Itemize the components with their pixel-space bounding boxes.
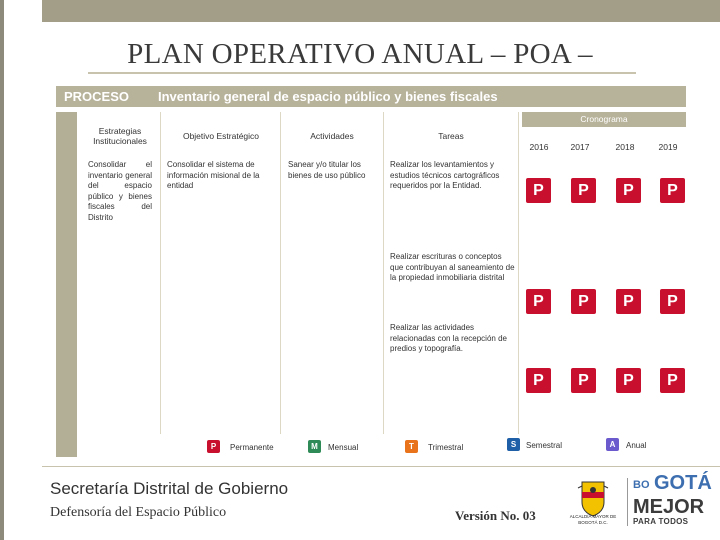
top-bar <box>42 0 720 22</box>
organization-name: Secretaría Distrital de Gobierno <box>50 479 289 498</box>
schedule-badge: P <box>616 289 641 314</box>
legend-label-permanente: Permanente <box>230 443 274 452</box>
header-objetivo: Objetivo Estratégico <box>182 131 260 141</box>
year-2019: 2019 <box>658 142 678 152</box>
bogota-logo-tagline: PARA TODOS <box>633 517 689 526</box>
legend-label-semestral: Semestral <box>526 441 563 450</box>
header-actividades: Actividades <box>310 131 354 141</box>
legend-badge-anual: A <box>606 438 619 451</box>
actividad-text: Sanear y/o titular los bienes de uso público <box>288 160 366 180</box>
year-2017: 2017 <box>570 142 590 152</box>
legend-badge-permanente: P <box>207 440 220 453</box>
schedule-badge: P <box>660 368 685 393</box>
schedule-badge: P <box>660 178 685 203</box>
bogota-logo-mejor: MEJOR <box>633 496 705 518</box>
process-label: PROCESO <box>64 89 130 104</box>
tarea-3-text: Realizar las actividades relacionadas con la recepción de predios y topografía. <box>390 323 507 353</box>
footer-divider <box>42 466 720 467</box>
schedule-badge: P <box>660 289 685 314</box>
legend-badge-mensual: M <box>308 440 321 453</box>
header-estrategias: Estrategias Institucionales <box>93 126 147 146</box>
schedule-badge: P <box>616 178 641 203</box>
year-2016: 2016 <box>529 142 549 152</box>
title-underline <box>88 72 636 74</box>
schedule-badge: P <box>526 368 551 393</box>
header-tareas: Tareas <box>438 131 464 141</box>
bogota-logo-word: GOTÁ <box>654 472 712 494</box>
header-cronograma: Cronograma <box>580 114 628 124</box>
version-label: Versión No. 03 <box>455 508 536 523</box>
left-edge-bar <box>0 0 4 540</box>
side-category-label: Saneamiento técnico y jurídico <box>8 61 20 219</box>
schedule-badge: P <box>616 368 641 393</box>
year-2018: 2018 <box>615 142 635 152</box>
legend-label-anual: Anual <box>626 441 647 450</box>
legend-badge-semestral: S <box>507 438 520 451</box>
legend-label-mensual: Mensual <box>328 443 359 452</box>
schedule-badge: P <box>571 178 596 203</box>
column-divider <box>383 112 384 434</box>
side-category-bar <box>56 112 77 457</box>
tarea-2-text: Realizar escrituras o conceptos que contribuyan al saneamiento de la propiedad inmobiliaria distrital <box>390 252 515 282</box>
process-value: Inventario general de espacio público y bienes fiscales <box>158 89 498 104</box>
legend-badge-trimestral: T <box>405 440 418 453</box>
legend-label-trimestral: Trimestral <box>428 443 464 452</box>
schedule-badge: P <box>571 289 596 314</box>
column-divider <box>280 112 281 434</box>
bogota-logo-prefix: BO <box>633 479 650 491</box>
schedule-badge: P <box>571 368 596 393</box>
schedule-badge: P <box>526 178 551 203</box>
logo-divider <box>627 478 628 526</box>
schedule-badge: P <box>526 289 551 314</box>
estrategia-text: Consolidar el inventario general del espacio público y bienes fiscales del Distrito <box>88 160 152 222</box>
seal-caption: ALCALDÍA MAYOR DE BOGOTÁ D.C. <box>569 514 617 525</box>
column-divider <box>518 112 519 434</box>
department-name: Defensoría del Espacio Público <box>50 505 227 520</box>
objetivo-text: Consolidar el sistema de información misional de la entidad <box>167 160 260 190</box>
tarea-1-text: Realizar los levantamientos y estudios técnicos cartográficos requeridos por la Entidad. <box>390 160 500 190</box>
page-title: PLAN OPERATIVO ANUAL – POA – <box>127 38 593 70</box>
column-divider <box>160 112 161 434</box>
